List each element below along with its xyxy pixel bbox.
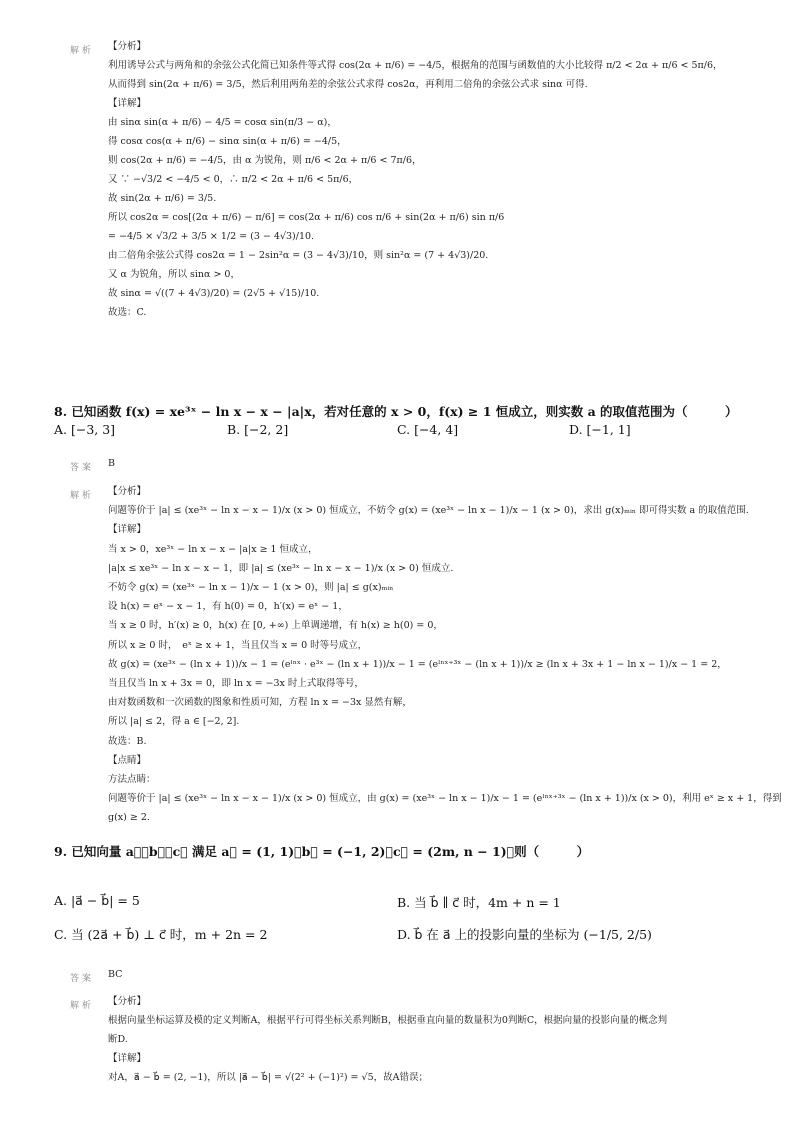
analysis-line: 由 sinα sin(α + π/6) − 4/5 = cosα sin(π/3 − α)， [108, 117, 337, 128]
analysis-line: 对A，a⃗ − b⃗ = (2, −1)，所以 |a⃗ − b⃗| = √(2² + (−1)²) = √5，故A错误； [108, 1072, 428, 1083]
q8-stem: 8. 已知函数 f(x) = xe³ˣ − ln x − x − |a|x，若对任意的 x > 0，f(x) ≥ 1 恒成立，则实数 a 的取值范围为（ ） [54, 404, 738, 419]
q9-option-b[interactable]: B. 当 b⃗ ∥ c⃗ 时，4m + n = 1 [397, 895, 561, 910]
q9-option-a[interactable]: A. |a⃗ − b⃗| = 5 [54, 893, 140, 908]
q8-analysis-tag: 解析 [70, 491, 95, 501]
q8-answer-tag: 答案 [70, 463, 95, 473]
analysis-line: 所以 |a| ≤ 2，得 a ∈ [−2, 2]. [108, 716, 240, 728]
analysis-line: g(x) ≥ 2. [108, 812, 150, 824]
analysis-line: 【分析】 [108, 486, 147, 497]
analysis-line: 方法点睛： [108, 774, 156, 785]
analysis-line: 所以 x ≥ 0 时， eˣ ≥ x + 1，当且仅当 x = 0 时等号成立， [108, 639, 368, 651]
analysis-line: 当 x > 0，xe³ˣ − ln x − x − |a|x ≥ 1 恒成立， [108, 543, 318, 555]
analysis-line: 【详解】 [108, 98, 147, 109]
analysis-line: 利用诱导公式与两角和的余弦公式化简已知条件等式得 cos(2α + π/6) = −4/5，根据角的范围与函数值的大小比较得 π/2 < 2α + π/6 < 5π/6， [108, 60, 723, 71]
q9-option-c[interactable]: C. 当 (2a⃗ + b⃗) ⊥ c⃗ 时，m + 2n = 2 [54, 927, 268, 942]
analysis-line: 故选：C. [108, 307, 147, 318]
analysis-line: 故 sinα = √((7 + 4√3)/20) = (2√5 + √15)/10. [108, 288, 320, 299]
analysis-line: 【详解】 [108, 524, 147, 536]
analysis-line: 故选：B. [108, 735, 147, 747]
q8-option-a[interactable]: A. [−3, 3] [54, 422, 116, 437]
analysis-line: 【点睛】 [108, 754, 147, 766]
q9-stem: 9. 已知向量 a⃗，b⃗，c⃗ 满足 a⃗ = (1, 1)，b⃗ = (−1, 2)，c⃗ = (2m, n − 1)，则（ ） [54, 844, 590, 859]
q8-option-c[interactable]: C. [−4, 4] [397, 422, 459, 437]
analysis-line: 得 cosα cos(α + π/6) − sinα sin(α + π/6) = −4/5， [108, 136, 347, 147]
analysis-line: 【详解】 [108, 1053, 147, 1064]
q9-option-d[interactable]: D. b⃗ 在 a⃗ 上的投影向量的坐标为 (−1/5, 2/5) [397, 927, 652, 942]
analysis-line: 断D. [108, 1034, 128, 1045]
analysis-line: 当且仅当 ln x + 3x = 0，即 ln x = −3x 时上式取得等号， [108, 678, 364, 689]
analysis-line: 又 ∵ −√3/2 < −4/5 < 0，∴ π/2 < 2α + π/6 < 5π/6， [108, 174, 359, 185]
analysis-line: 由对数函数和一次函数的图象和性质可知，方程 ln x = −3x 显然有解， [108, 697, 412, 709]
analysis-line: 当 x ≥ 0 时，h′(x) ≥ 0，h(x) 在 [0, +∞) 上单调递增，有 h(x) ≥ h(0) = 0， [108, 620, 443, 632]
analysis-line: 所以 cos2α = cos[(2α + π/6) − π/6] = cos(2α + π/6) cos π/6 + sin(2α + π/6) sin π/6 [108, 212, 505, 223]
analysis-line: 由二倍角余弦公式得 cos2α = 1 − 2sin²α = (3 − 4√3)/10，则 sin²α = (7 + 4√3)/20. [108, 250, 489, 261]
analysis-line: 【分析】 [108, 996, 147, 1007]
q9-analysis-tag: 解析 [70, 1001, 95, 1011]
analysis-line: 故 sin(2α + π/6) = 3/5. [108, 193, 217, 204]
q9-answer-tag: 答案 [70, 974, 95, 984]
analysis-tag: 解析 [70, 46, 95, 56]
q8-answer: B [108, 458, 115, 469]
analysis-line: 根据向量坐标运算及模的定义判断A，根据平行可得坐标关系判断B，根据垂直向量的数量积为0判断C，根据向量的投影向量的概念判 [108, 1015, 668, 1026]
analysis-line: 不妨令 g(x) = (xe³ˣ − ln x − 1)/x − 1 (x > 0)，则 |a| ≤ g(x)ₘᵢₙ [108, 582, 394, 593]
analysis-line: 问题等价于 |a| ≤ (xe³ˣ − ln x − x − 1)/x (x > 0) 恒成立，由 g(x) = (xe³ˣ − ln x − 1)/x − 1 = (eˡⁿˣ⁺³ˣ − (ln x + 1))/x (x > 0)，利用 eˣ ≥ x + 1，得到 [108, 793, 782, 805]
analysis-line: 故 g(x) = (xe³ˣ − (ln x + 1))/x − 1 = (eˡⁿˣ · e³ˣ − (ln x + 1))/x − 1 = (eˡⁿˣ⁺³ˣ − (ln x + 1))/x ≥ (ln x + 3x + 1 − ln x − 1)/x − 1 = 2， [108, 658, 727, 670]
analysis-line: |a|x ≤ xe³ˣ − ln x − x − 1，即 |a| ≤ (xe³ˣ − ln x − x − 1)/x (x > 0) 恒成立. [108, 562, 454, 574]
analysis-line: 设 h(x) = eˣ − x − 1，有 h(0) = 0，h′(x) = eˣ − 1， [108, 601, 348, 613]
analysis-line: 问题等价于 |a| ≤ (xe³ˣ − ln x − x − 1)/x (x > 0) 恒成立，不妨令 g(x) = (xe³ˣ − ln x − 1)/x − 1 (x > 0)，求出 g(x)ₘᵢₙ 即可得实数 a 的取值范围. [108, 505, 749, 517]
analysis-line: 又 α 为锐角，所以 sinα > 0， [108, 269, 240, 280]
analysis-line: 从而得到 sin(2α + π/6) = 3/5，然后利用两角差的余弦公式求得 cos2α，再利用二倍角的余弦公式求 sinα 可得. [108, 79, 588, 90]
q8-option-b[interactable]: B. [−2, 2] [227, 422, 289, 437]
q9-answer: BC [108, 969, 123, 980]
analysis-line: 则 cos(2α + π/6) = −4/5，由 α 为锐角，则 π/6 < 2α + π/6 < 7π/6， [108, 155, 422, 166]
analysis-line: = −4/5 × √3/2 + 3/5 × 1/2 = (3 − 4√3)/10. [108, 231, 315, 242]
q8-option-d[interactable]: D. [−1, 1] [569, 422, 631, 437]
analysis-line: 【分析】 [108, 41, 147, 52]
